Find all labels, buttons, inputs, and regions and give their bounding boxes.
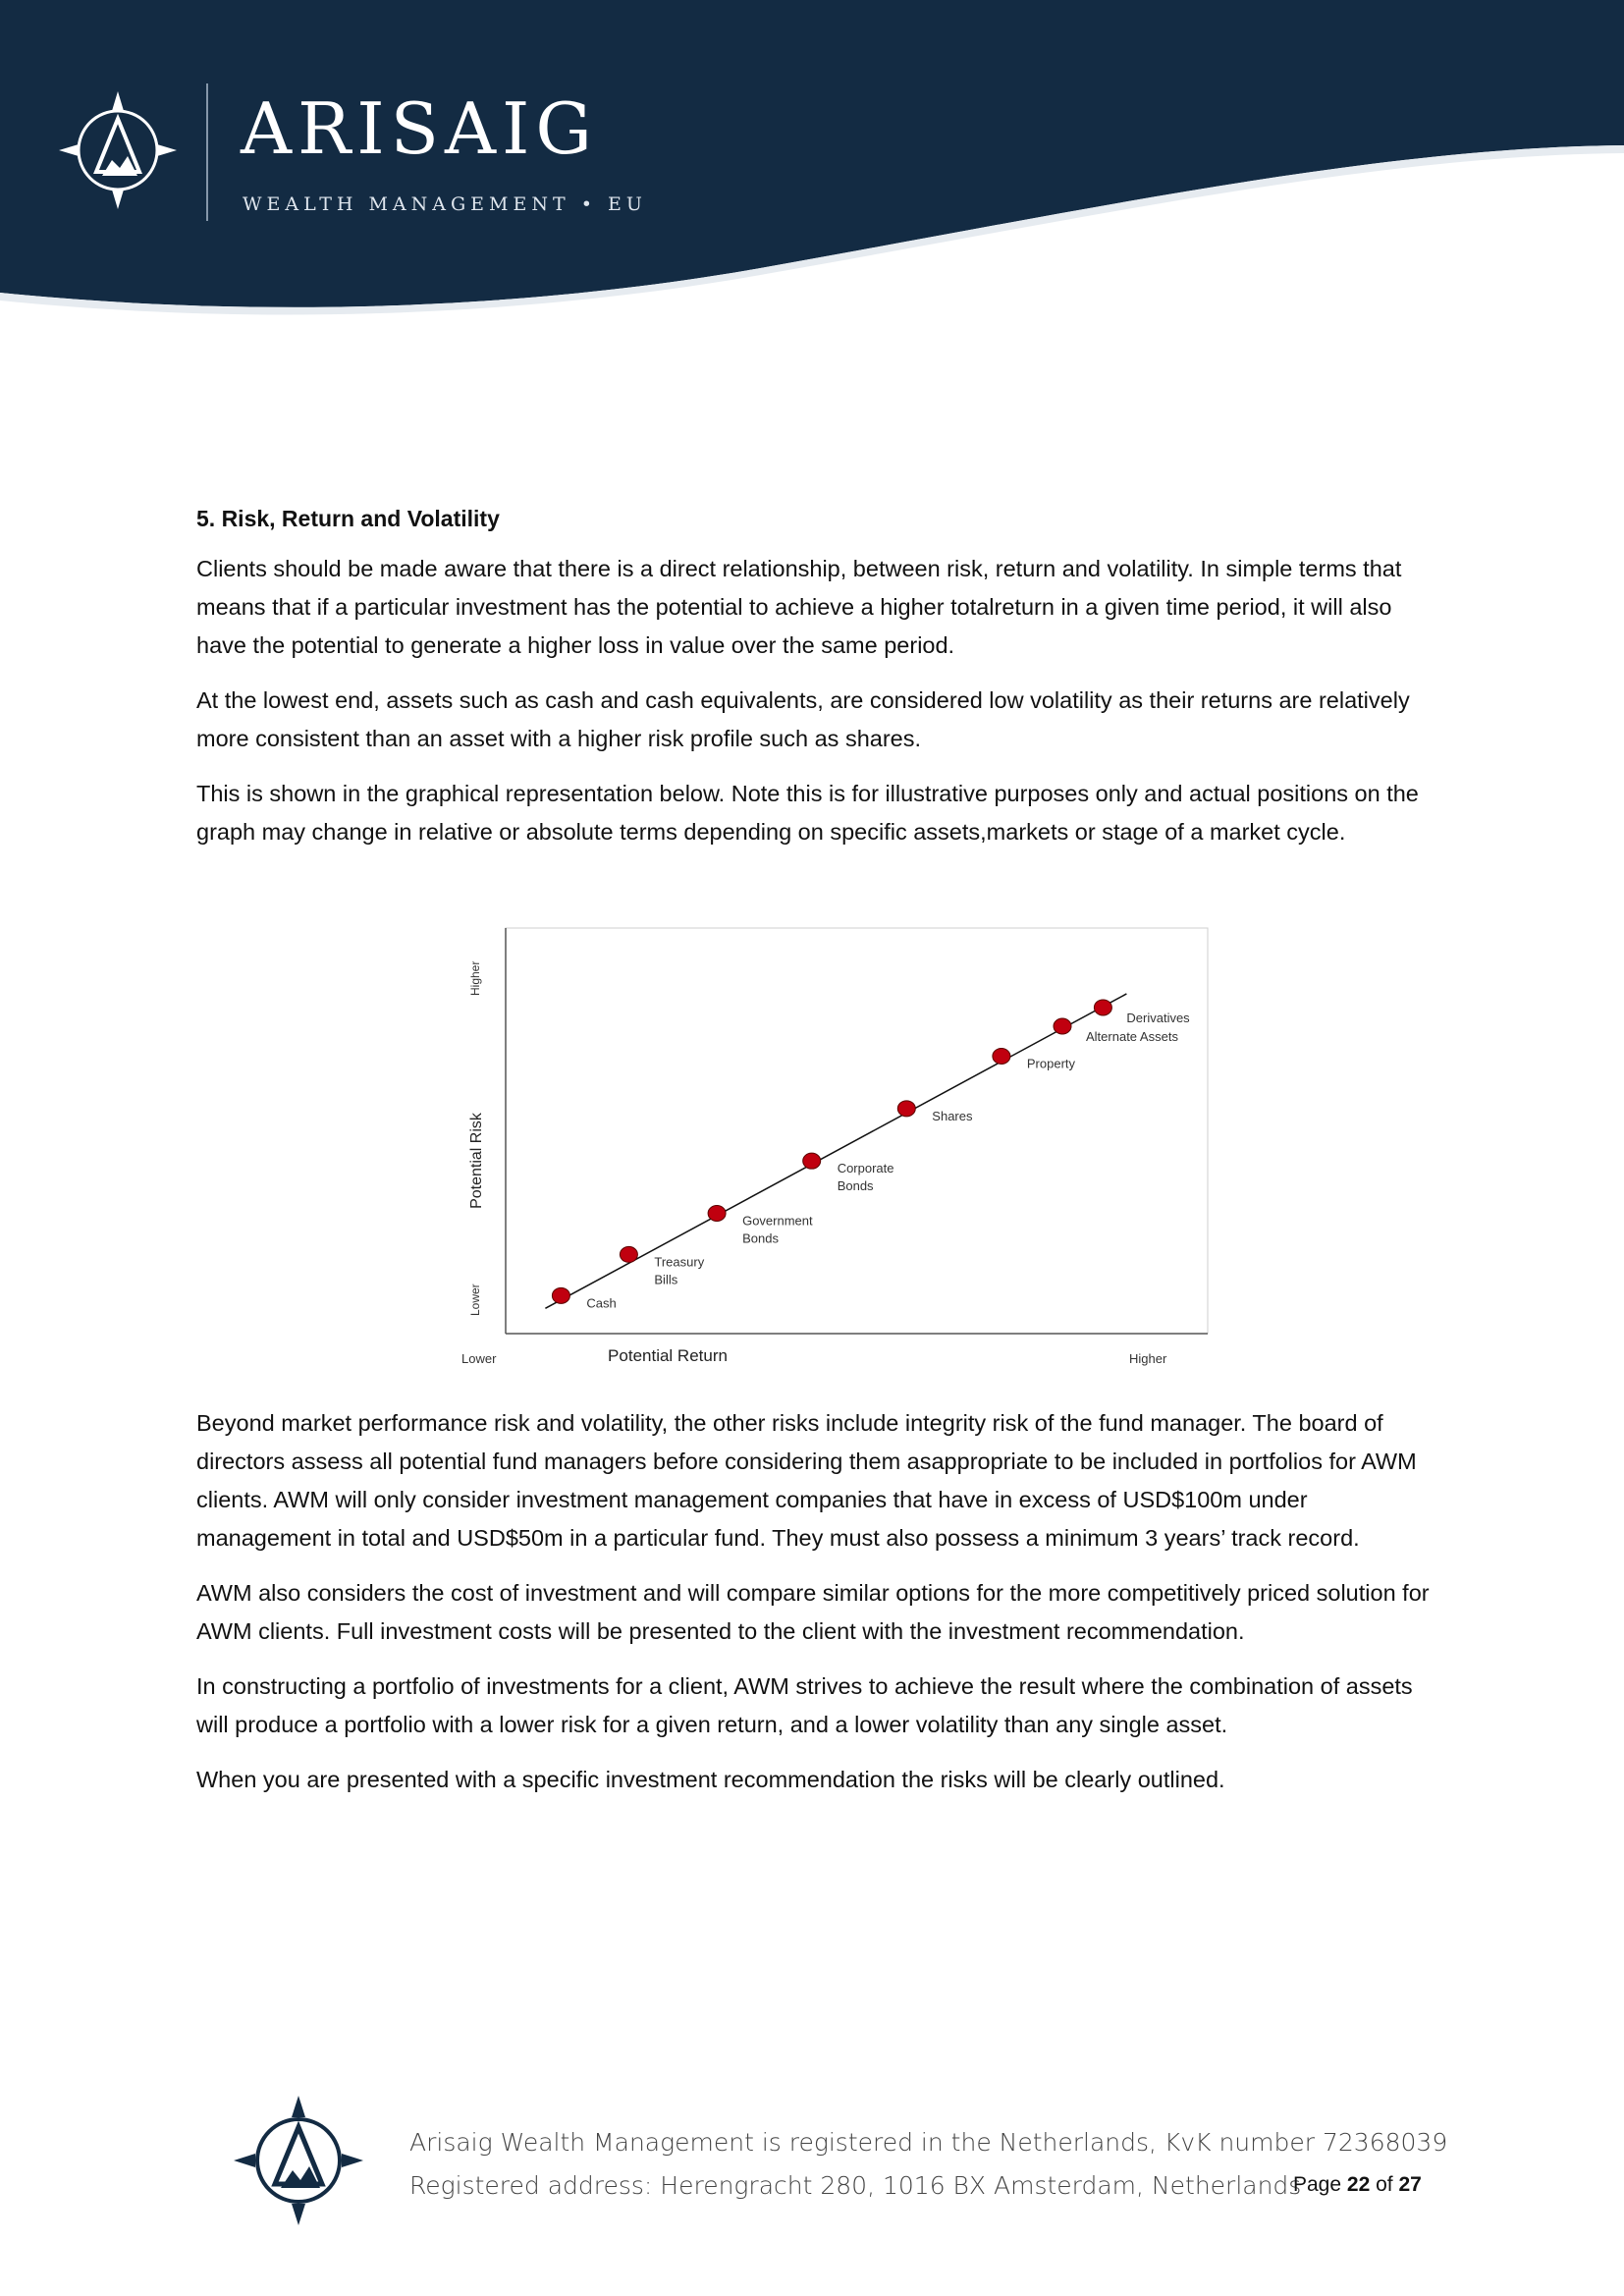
data-label-line: Bills [654,1272,678,1287]
data-label-line: Bonds [837,1178,874,1194]
data-label-line: Alternate Assets [1086,1029,1178,1045]
data-label-line: Corporate [837,1161,894,1176]
data-label [1086,1029,1178,1044]
main-content-continued [196,1404,1434,1816]
section-title: 5. Risk, Return and Volatility [196,506,500,531]
data-label-line: Derivatives [1126,1010,1190,1025]
compass-mountain-icon [54,86,182,214]
paragraph: This is shown in the graphical representation below. Note this is for illustrative purposes only and actual positions on the graph may change in relative or absolute terms depending on specific assets,markets or stage of a market cycle. [196,781,1419,845]
y-tick-label-high: Higher [468,960,482,996]
brand-subtitle: WEALTH MANAGEMENT • EU [243,193,647,215]
paragraph: Clients should be made aware that there is a direct relationship, between risk, return and volatility. In simple terms that means that if a particular investment has the potential to achieve a higher totalreturn in a given time period, it will also have the potential to generate a higher loss in value over the same period. [196,556,1402,658]
paragraph: Beyond market performance risk and volatility, the other risks include integrity risk of the fund manager. The board of directors assess all potential fund managers before considering them asappropriate to be included in portfolios for AWM clients. AWM will only consider investment management companies that have in excess of USD$100m under management in total and USD$50m in a particular fund. They must also possess a minimum 3 years’ track record. [196,1410,1417,1551]
data-label [586,1295,616,1310]
data-label-line: Property [1026,1056,1076,1071]
main-content [196,506,1434,868]
page-prefix: Page [1293,2173,1342,2196]
data-point [993,1048,1010,1064]
data-point [552,1287,569,1303]
data-label-line: Treasury [654,1254,705,1270]
header-divider [206,83,208,221]
brand-name: ARISAIG [241,87,598,170]
x-tick-label-low: Lower [461,1351,497,1366]
data-label-line: Shares [932,1108,973,1123]
data-label [1126,1011,1190,1025]
risk-return-chart [432,913,1237,1385]
chart-svg [432,913,1237,1385]
data-label-line: Government [742,1213,813,1229]
data-point [1094,1000,1111,1015]
footer-compass-mountain-icon [230,2092,367,2229]
data-point [708,1206,726,1222]
page-current: 22 [1346,2173,1371,2196]
header-banner [0,0,1624,324]
paragraph: AWM also considers the cost of investment and will compare similar options for the more competitively priced solution for AWM clients. Full investment costs will be presented to the client with the investment recommendation. [196,1580,1430,1644]
data-point [1054,1018,1071,1034]
paragraph: At the lowest end, assets such as cash and cash equivalents, are considered low volatility as their returns are relatively more consistent than an asset with a higher risk profile such as shares. [196,687,1410,751]
data-label-line: Cash [586,1295,617,1311]
paragraph: When you are presented with a specific investment recommendation the risks will be clearly outlined. [196,1767,1225,1792]
data-label-line: Bonds [742,1230,779,1246]
data-point [897,1101,915,1117]
y-axis-label: Potential Risk [468,1113,485,1209]
data-point [803,1153,821,1169]
paragraph: In constructing a portfolio of investments for a client, AWM strives to achieve the result where the combination of assets will produce a portfolio with a lower risk for a given return, and a lower volatility than any single asset. [196,1673,1413,1737]
data-label [1027,1056,1076,1070]
page-separator: of [1376,2173,1393,2196]
x-axis-label: Potential Return [608,1346,728,1365]
data-point [620,1246,637,1262]
page-total: 27 [1398,2173,1422,2196]
y-tick-label-low: Lower [468,1284,482,1316]
x-tick-label-high: Higher [1129,1351,1167,1366]
footer-line-2: Registered address: Herengracht 280, 1016 BX Amsterdam, Netherlands [409,2171,1302,2200]
footer-registration [409,2121,1447,2208]
footer-line-1: Arisaig Wealth Management is registered in the Netherlands, KvK number 72368039 [409,2128,1448,2157]
page-number [1293,2173,1422,2197]
data-label [932,1109,973,1123]
